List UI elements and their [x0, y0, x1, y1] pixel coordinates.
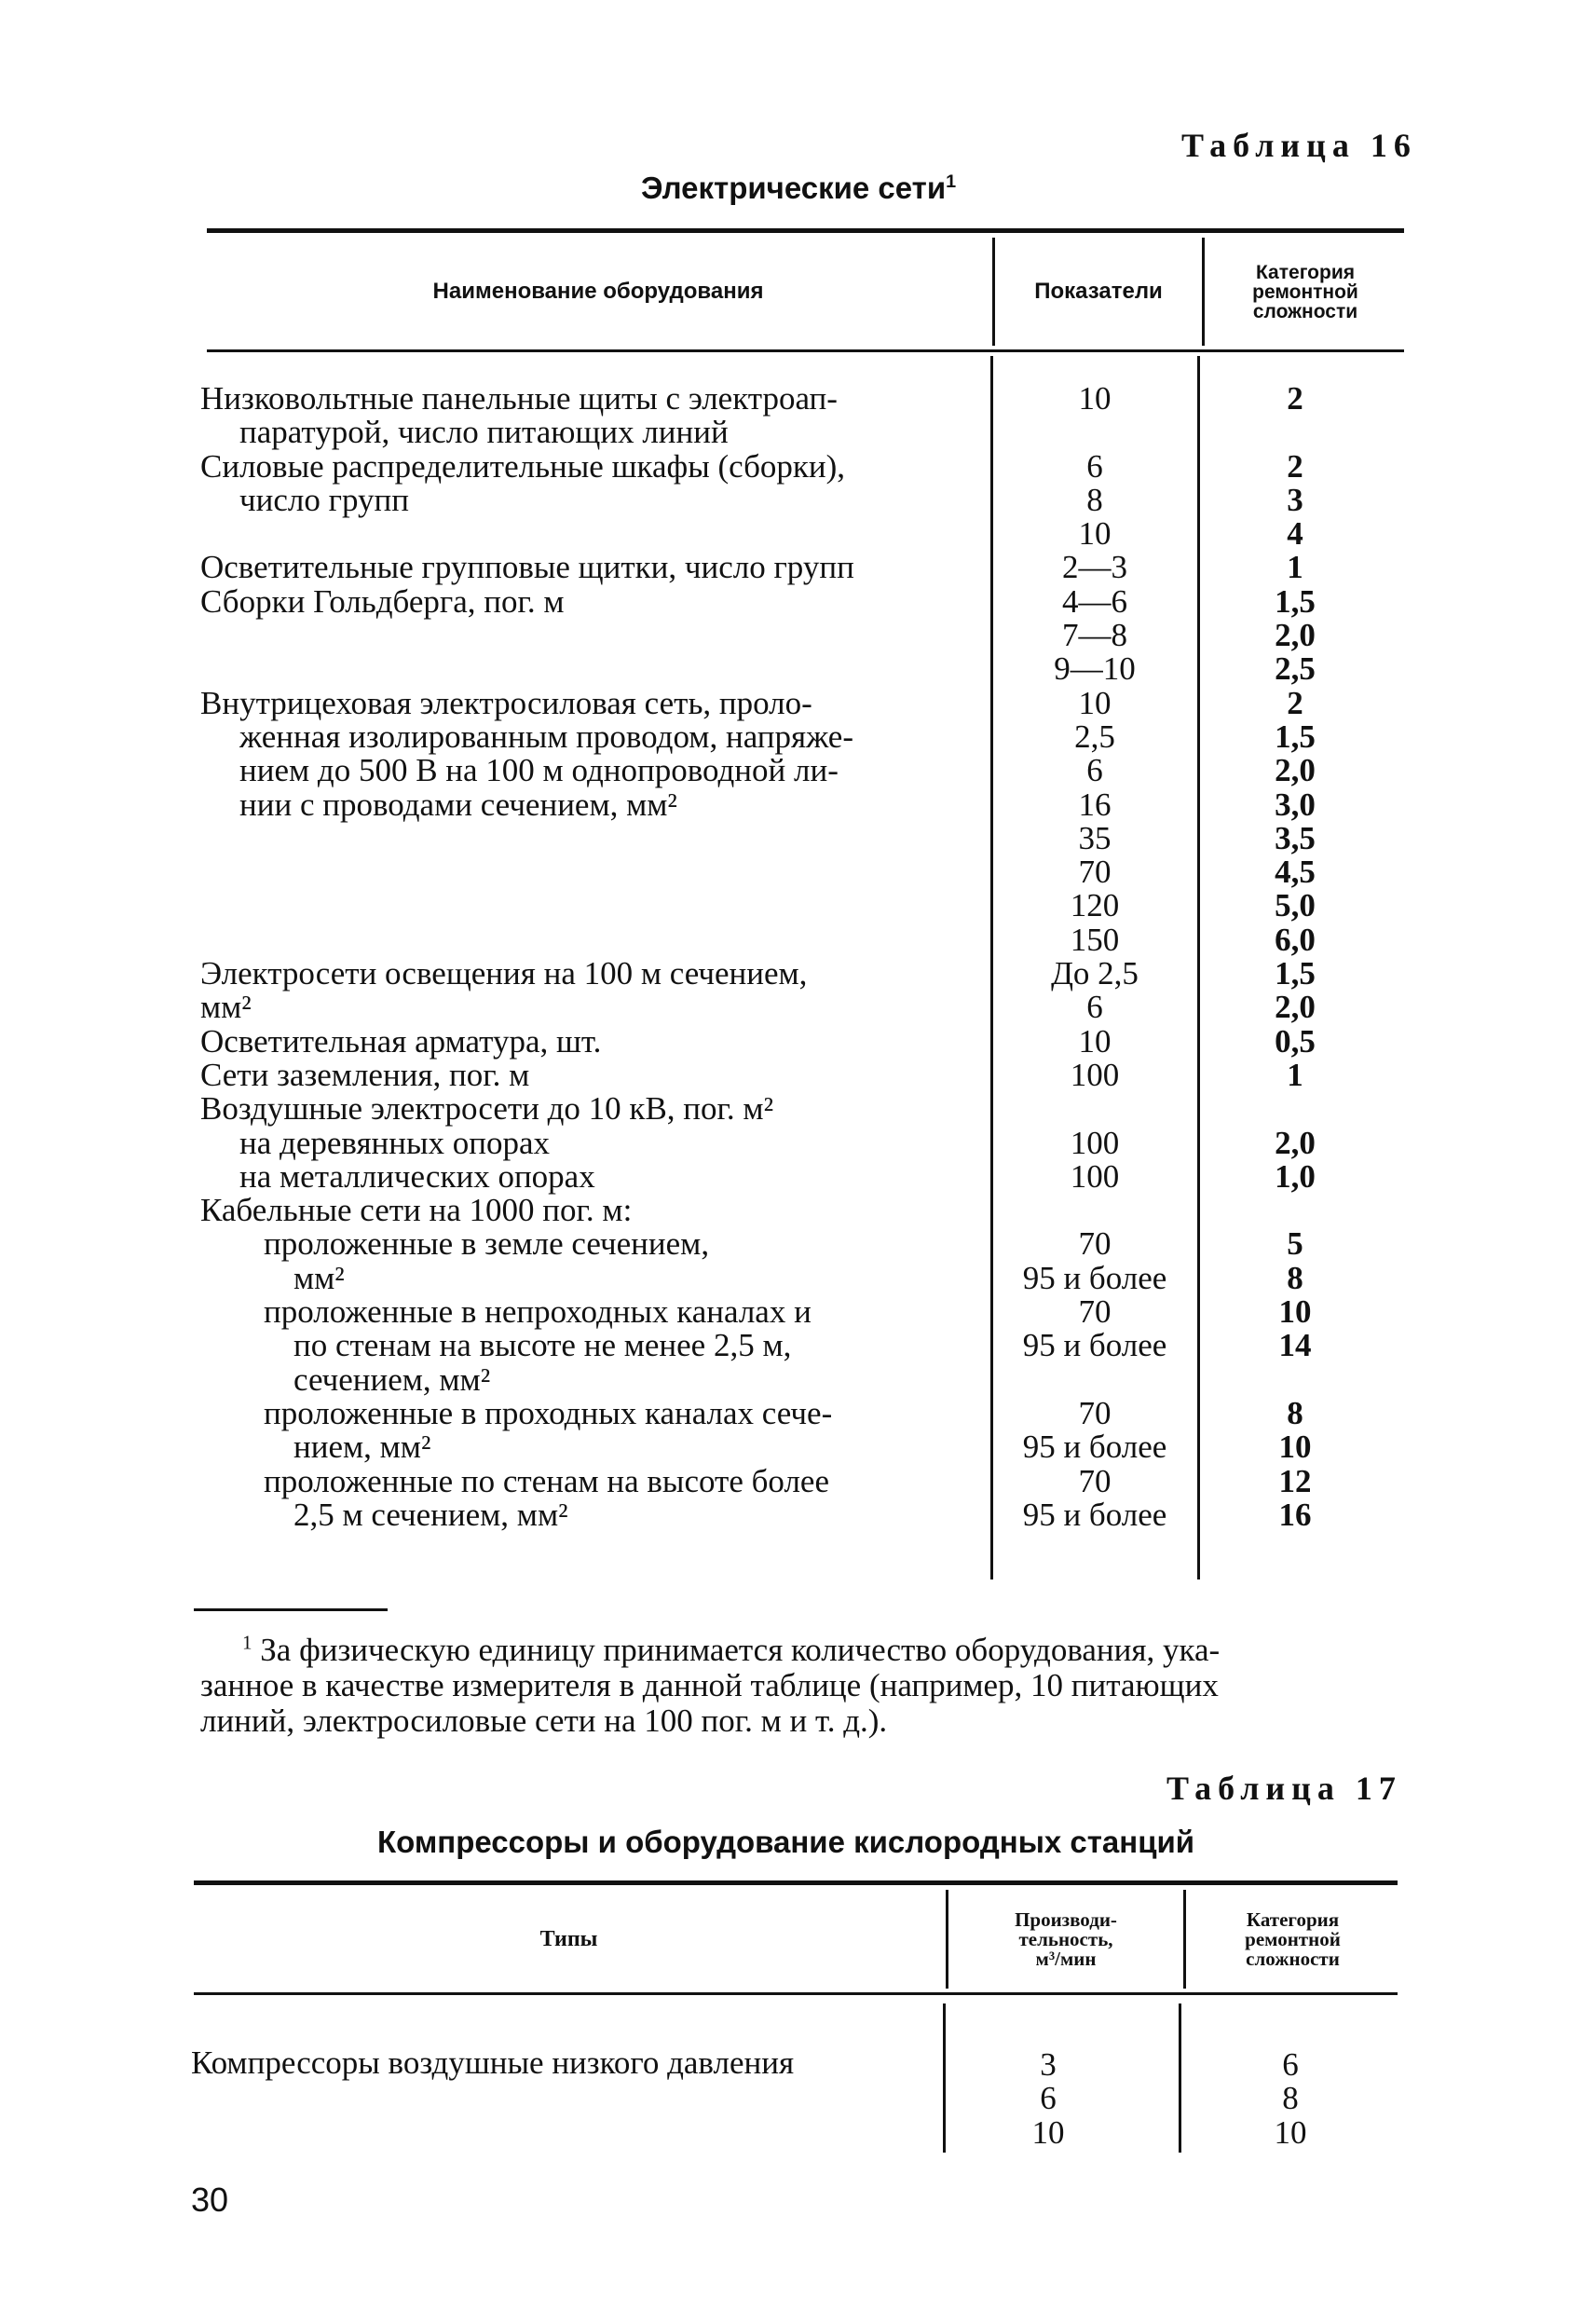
indicator-value: 35 [1078, 819, 1112, 856]
equipment-name-line: проложенные по стенам на высоте более [264, 1462, 829, 1499]
equipment-name-line: мм² [293, 1259, 345, 1296]
category-value: 8 [1287, 1394, 1303, 1431]
table-16-body-divider-1 [990, 356, 993, 1579]
category-value [1211, 1092, 1379, 1126]
category-value: 10 [1274, 2113, 1307, 2151]
header-productivity-line: Производи- [1015, 1908, 1117, 1931]
indicator-value: 95 и более [1022, 1259, 1167, 1296]
category-value: 1,5 [1275, 718, 1316, 755]
indicator-value: 100 [1070, 1124, 1120, 1161]
table-17-top-rule [194, 1880, 1398, 1885]
table-17-productivity-column [997, 2048, 1099, 2150]
header-category-line: сложности [1246, 1947, 1340, 1970]
category-value: 1 [1287, 549, 1303, 586]
equipment-name-line: число групп [239, 481, 409, 518]
category-value [1211, 1363, 1379, 1397]
table-16-indicators-column [997, 382, 1193, 1532]
footnote-line [200, 1633, 1402, 1668]
category-value: 2,0 [1275, 617, 1316, 654]
table-16-header-divider-1 [992, 238, 995, 346]
category-value [1211, 416, 1379, 449]
header-category-line: Категория [1255, 261, 1355, 283]
equipment-name-line: женная изолированным проводом, напряже- [239, 718, 854, 755]
indicator-value: 70 [1078, 854, 1112, 891]
indicator-value: До 2,5 [1051, 955, 1139, 992]
category-value: 5,0 [1275, 887, 1316, 924]
indicator-value [997, 416, 1193, 449]
equipment-name-line: проложенные в непроходных каналах и [264, 1293, 812, 1331]
category-value: 2,5 [1275, 650, 1316, 688]
productivity-value: 10 [1031, 2113, 1065, 2151]
productivity-value: 6 [1040, 2080, 1057, 2117]
indicator-value: 100 [1070, 1157, 1120, 1195]
category-value: 2,0 [1275, 989, 1316, 1026]
table-17-header-rule [194, 1992, 1398, 1995]
category-value: 6,0 [1275, 921, 1316, 958]
equipment-name-line: паратурой, число питающих линий [239, 414, 729, 451]
indicator-value: 10 [1078, 684, 1112, 721]
equipment-name-line: проложенные в проходных каналах сече- [264, 1394, 833, 1431]
category-value: 6 [1282, 2046, 1299, 2083]
indicator-value [997, 1363, 1193, 1397]
category-value: 10 [1278, 1429, 1312, 1466]
equipment-name-line: проложенные в земле сечением, [264, 1225, 710, 1263]
equipment-name-line: Воздушные электросети до 10 кВ, пог. м² [200, 1090, 774, 1128]
equipment-name-line: нии с проводами сечением, мм² [239, 786, 677, 823]
table-17-header-productivity [950, 1890, 1181, 1989]
equipment-name-line: сечением, мм² [293, 1361, 491, 1398]
equipment-name-line: 2,5 м сечением, мм² [293, 1496, 568, 1533]
indicator-value: 10 [1078, 1022, 1112, 1060]
header-productivity-line: м³/мин [1035, 1947, 1097, 1970]
table-17-header-divider-1 [946, 1890, 948, 1989]
indicator-value: 2—3 [1062, 549, 1127, 586]
indicator-value: 2,5 [1074, 718, 1115, 755]
indicator-value: 6 [1086, 752, 1103, 789]
category-value: 5 [1287, 1225, 1303, 1263]
table-16-header-name: Наименование оборудования [432, 279, 764, 304]
indicator-value: 70 [1078, 1293, 1112, 1331]
indicator-value: 70 [1078, 1462, 1112, 1499]
category-value: 1,0 [1275, 1157, 1316, 1195]
header-category-line: сложности [1252, 300, 1358, 322]
category-value: 2,0 [1275, 752, 1316, 789]
equipment-name-line [200, 652, 988, 686]
category-value: 16 [1278, 1496, 1312, 1533]
table-16-header-rule [207, 349, 1404, 352]
equipment-name-line: Низковольтные панельные щиты с электроап- [200, 380, 838, 417]
equipment-name-line: мм² [200, 989, 252, 1026]
category-value: 12 [1278, 1462, 1312, 1499]
category-value: 3,0 [1275, 786, 1316, 823]
table-17-header-types: Типы [539, 1927, 598, 1951]
category-value [1211, 1194, 1379, 1227]
indicator-value: 7—8 [1062, 617, 1127, 654]
equipment-name-line [200, 619, 988, 652]
footnote-line-text: За физическую единицу принимается количество оборудования, ука- [260, 1632, 1221, 1668]
indicator-value: 95 и более [1022, 1327, 1167, 1364]
footnote-line: линий, электросиловые сети на 100 пог. м и т. д.). [200, 1702, 888, 1739]
equipment-name-line: Электросети освещения на 100 м сечением, [200, 955, 808, 992]
table-16-top-rule [207, 228, 1404, 233]
indicator-value: 10 [1078, 380, 1112, 417]
footnote-ref-mark: 1 [946, 171, 957, 192]
category-value: 1 [1287, 1056, 1303, 1093]
table-16-name-column [200, 382, 988, 1532]
equipment-name-line: по стенам на высоте не менее 2,5 м, [293, 1327, 792, 1364]
table-17-title: Компрессоры и оборудование кислородных станций [377, 1825, 1195, 1859]
equipment-name-line: Внутрицеховая электросиловая сеть, проло- [200, 684, 812, 721]
table-17-category-column [1244, 2048, 1337, 2150]
equipment-name-line: на деревянных опорах [239, 1124, 551, 1161]
table-16-title [641, 171, 956, 206]
indicator-value: 150 [1070, 921, 1120, 958]
category-value: 3 [1287, 481, 1303, 518]
table-17-label: Таблица 17 [1166, 1770, 1402, 1807]
category-value: 3,5 [1275, 819, 1316, 856]
equipment-name-line [200, 855, 988, 889]
category-value: 1,5 [1275, 582, 1316, 620]
table-17-row-name: Компрессоры воздушные низкого давления [191, 2044, 795, 2081]
category-value: 2,0 [1275, 1124, 1316, 1161]
productivity-value: 3 [1040, 2046, 1057, 2083]
equipment-name-line: Сборки Гольдберга, пог. м [200, 582, 565, 620]
indicator-value: 100 [1070, 1056, 1120, 1093]
header-category-line: ремонтной [1245, 1927, 1341, 1950]
equipment-name-line: Осветительные групповые щитки, число групп [200, 549, 854, 586]
footnote-line: занное в качестве измерителя в данной таблице (например, 10 питающих [200, 1667, 1219, 1703]
category-value: 2 [1287, 684, 1303, 721]
indicator-value: 95 и более [1022, 1429, 1167, 1466]
indicator-value: 4—6 [1062, 582, 1127, 620]
equipment-name-line: Силовые распределительные шкафы (сборки), [200, 447, 846, 485]
table-17-header-divider-2 [1183, 1890, 1186, 1989]
indicator-value [997, 1194, 1193, 1227]
table-16-body-divider-2 [1197, 356, 1200, 1579]
category-value: 8 [1287, 1259, 1303, 1296]
category-value: 10 [1278, 1293, 1312, 1331]
footnote [200, 1633, 1402, 1739]
category-value: 1,5 [1275, 955, 1316, 992]
equipment-name-line [200, 923, 988, 957]
category-value: 4,5 [1275, 854, 1316, 891]
footnote-mark: 1 [242, 1631, 252, 1654]
category-value: 14 [1278, 1327, 1312, 1364]
table-16-header-divider-2 [1202, 238, 1205, 346]
table-16-category-column [1211, 382, 1379, 1532]
equipment-name-line [200, 517, 988, 551]
indicator-value: 120 [1070, 887, 1120, 924]
equipment-name-line: Осветительная арматура, шт. [200, 1022, 602, 1060]
footnote-rule [194, 1608, 388, 1611]
category-value: 8 [1282, 2080, 1299, 2117]
table-17-header-category [1188, 1890, 1398, 1989]
equipment-name-line: на металлических опорах [239, 1157, 595, 1195]
table-17-body-divider-1 [943, 2003, 946, 2153]
indicator-value: 70 [1078, 1225, 1112, 1263]
header-category-line: ремонтной [1252, 280, 1358, 303]
category-value: 2 [1287, 380, 1303, 417]
indicator-value: 10 [1078, 515, 1112, 553]
equipment-name-line: Кабельные сети на 1000 пог. м: [200, 1192, 633, 1229]
indicator-value: 8 [1086, 481, 1103, 518]
indicator-value: 9—10 [1054, 650, 1136, 688]
equipment-name-line: Сети заземления, пог. м [200, 1056, 530, 1093]
equipment-name-line: нием до 500 В на 100 м однопроводной ли- [239, 752, 839, 789]
indicator-value: 6 [1086, 447, 1103, 485]
table-16-label: Таблица 16 [1181, 127, 1417, 164]
indicator-value: 6 [1086, 989, 1103, 1026]
indicator-value: 16 [1078, 786, 1112, 823]
table-17-body-divider-2 [1179, 2003, 1181, 2153]
table-16-title-text: Электрические сети [641, 171, 947, 205]
indicator-value: 95 и более [1022, 1496, 1167, 1533]
page-number: 30 [191, 2181, 229, 2219]
category-value: 2 [1287, 447, 1303, 485]
header-productivity-line: тельность, [1018, 1927, 1113, 1950]
table-16-header-indicators: Показатели [1034, 279, 1163, 304]
header-category-line: Категория [1246, 1908, 1340, 1931]
indicator-value [997, 1092, 1193, 1126]
equipment-name-line: нием, мм² [293, 1429, 431, 1466]
table-16-header-category [1207, 238, 1404, 346]
indicator-value: 70 [1078, 1394, 1112, 1431]
equipment-name-line [200, 889, 988, 923]
category-value: 4 [1287, 515, 1303, 553]
category-value: 0,5 [1275, 1022, 1316, 1060]
equipment-name-line [200, 822, 988, 855]
